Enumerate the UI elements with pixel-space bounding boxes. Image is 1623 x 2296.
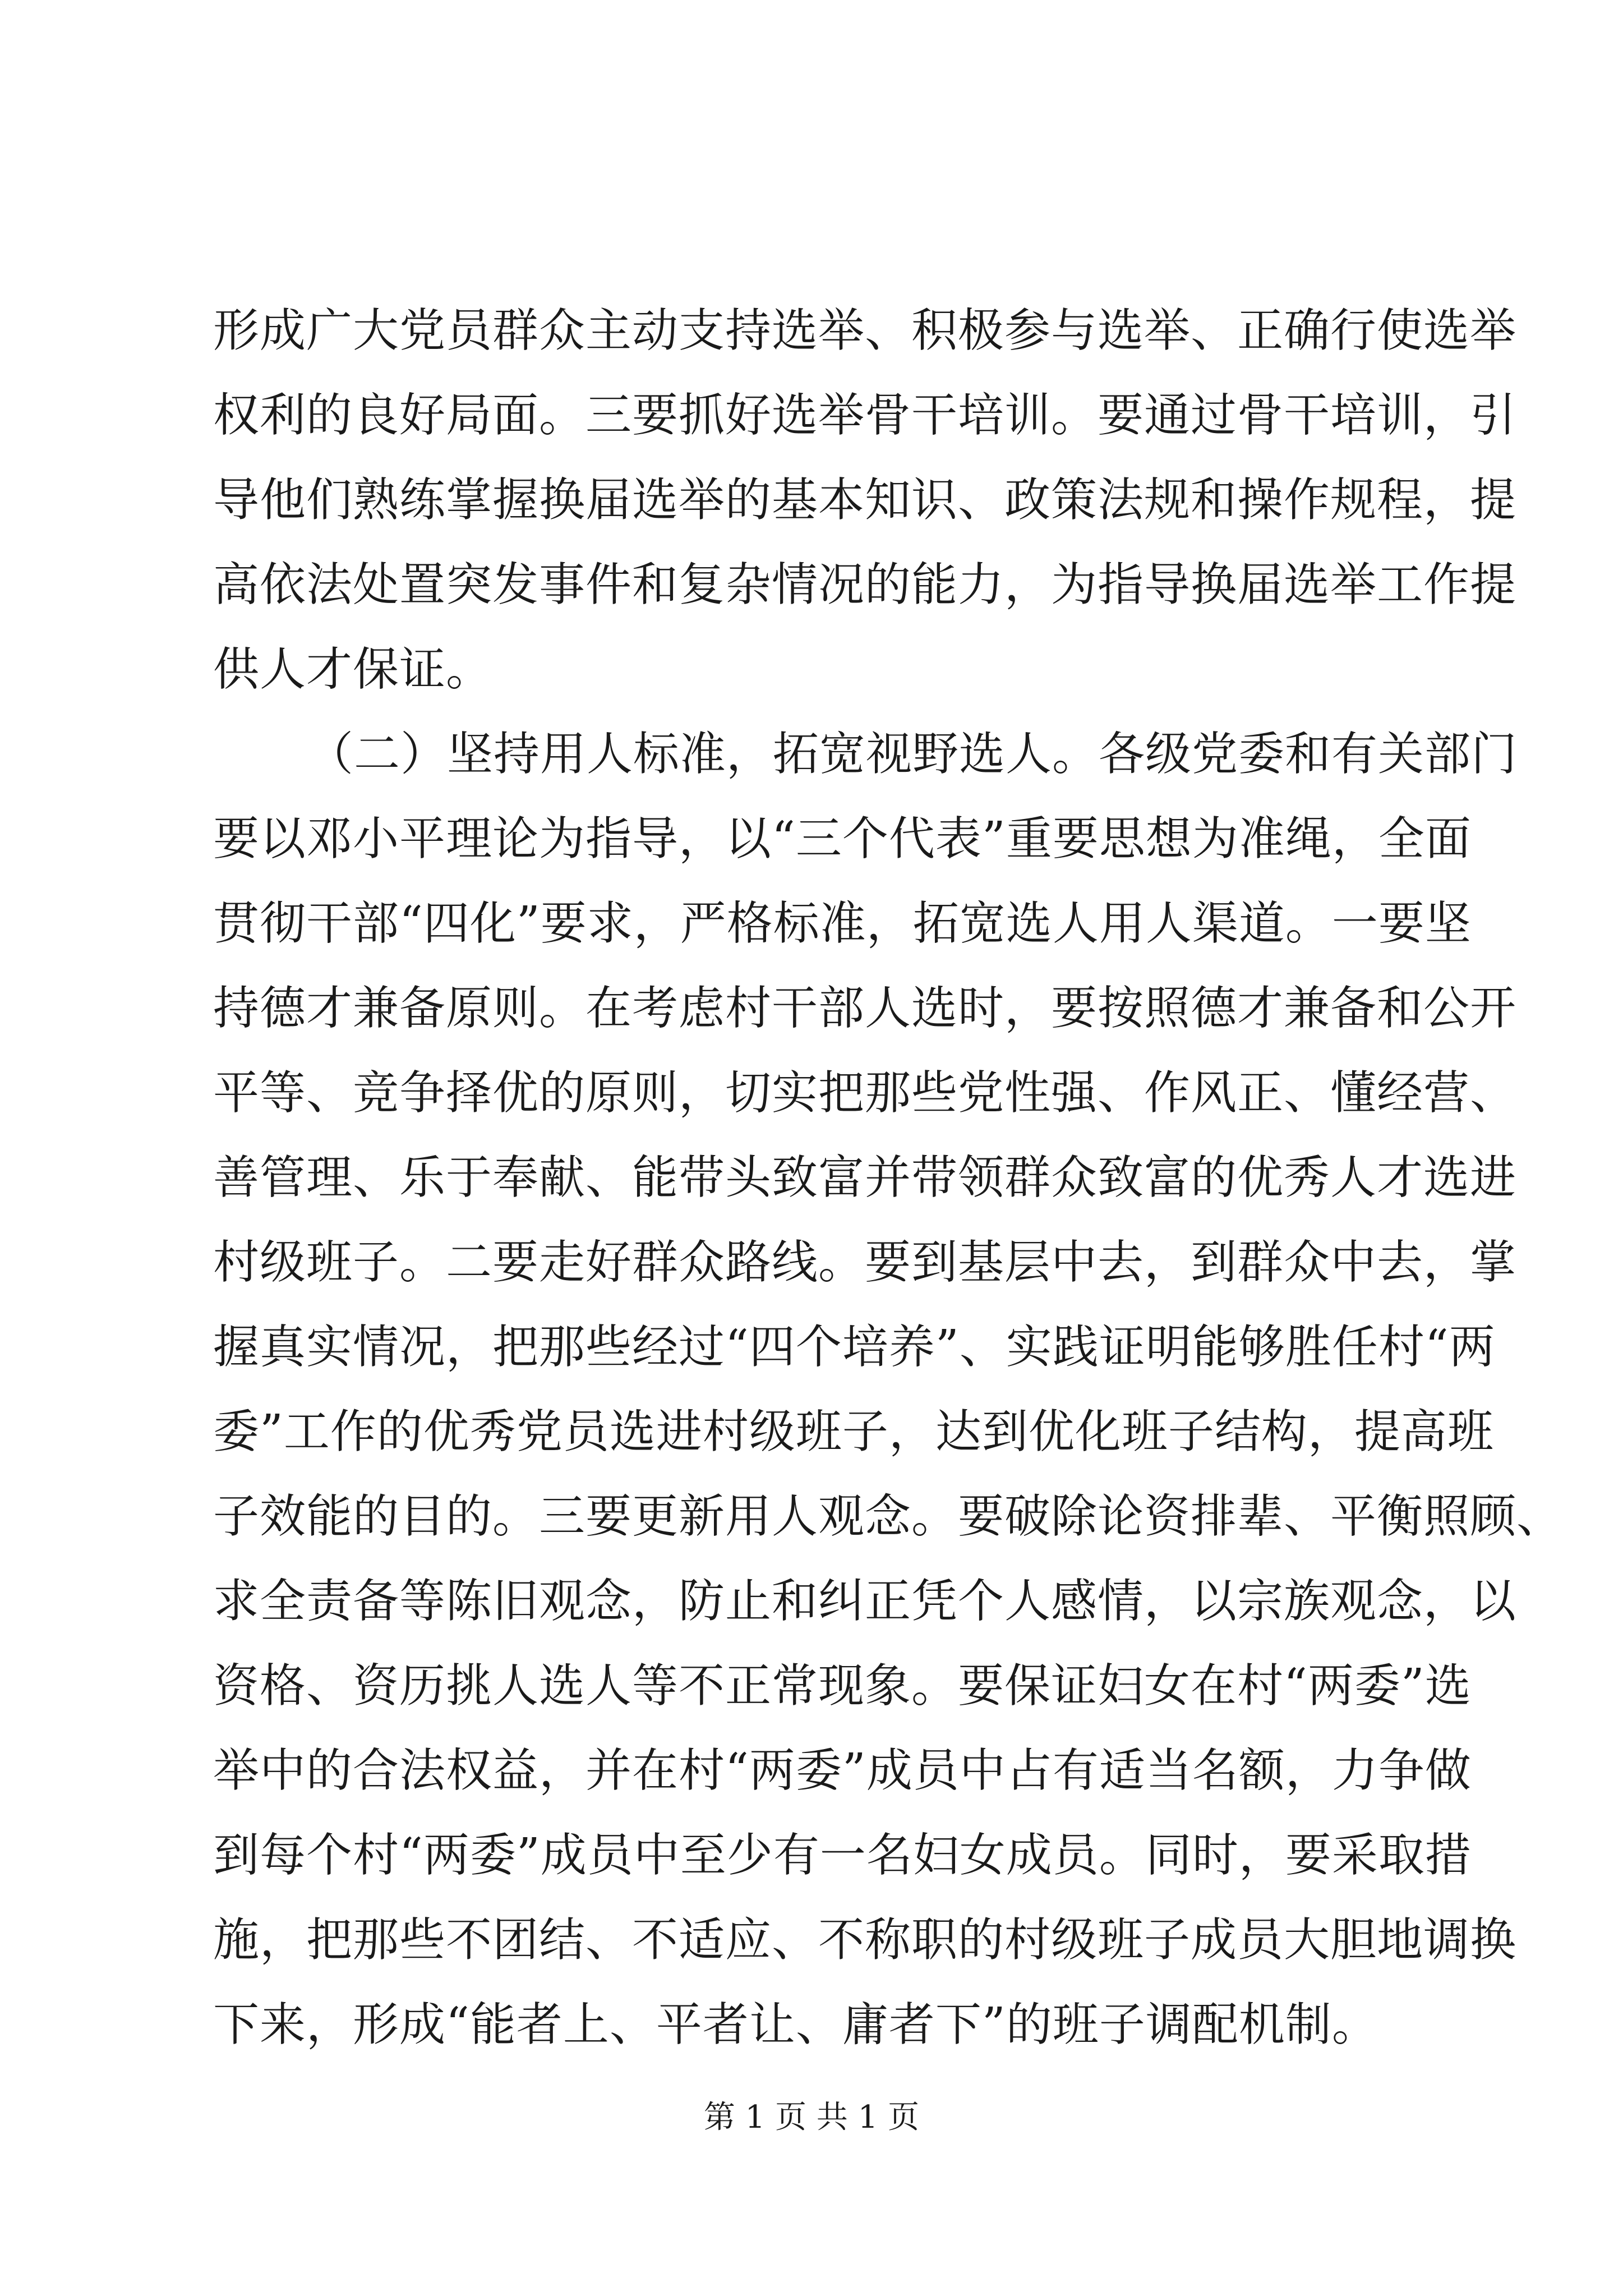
body-text-line: 平等、竞争择优的原则，切实把那些党性强、作风正、懂经营、 (213, 1066, 1517, 1120)
body-text-line: 导他们熟练掌握换届选举的基本知识、政策法规和操作规程，提 (213, 473, 1517, 527)
body-text-line: 子效能的目的。三要更新用人观念。要破除论资排辈、平衡照顾、 (213, 1490, 1564, 1543)
body-text-line: 施，把那些不团结、不适应、不称职的村级班子成员大胆地调换 (213, 1913, 1517, 1967)
section-heading-line: （二）坚持用人标准，拓宽视野选人。各级党委和有关部门 (307, 728, 1518, 781)
body-text-line: 资格、资历挑人选人等不正常现象。要保证妇女在村“两委”选 (213, 1659, 1472, 1713)
body-text-line: 高依法处置突发事件和复杂情况的能力，为指导换届选举工作提 (213, 558, 1517, 611)
body-text-line: 供人才保证。 (213, 643, 493, 696)
body-text-line: 形成广大党员群众主动支持选举、积极参与选举、正确行使选举 (213, 304, 1517, 357)
body-text-line: 委”工作的优秀党员选进村级班子，达到优化班子结构，提高班 (213, 1405, 1494, 1458)
body-text-line: 持德才兼备原则。在考虑村干部人选时，要按照德才兼备和公开 (213, 982, 1517, 1035)
body-text-line: 权利的良好局面。三要抓好选举骨干培训。要通过骨干培训，引 (213, 389, 1517, 442)
body-text-line: 善管理、乐于奉献、能带头致富并带领群众致富的优秀人才选进 (213, 1151, 1517, 1204)
page-number-footer: 第 1 页 共 1 页 (703, 2099, 920, 2136)
body-text-line: 要以邓小平理论为指导，以“三个代表”重要思想为准绳，全面 (213, 812, 1472, 866)
body-text-line: 下来，形成“能者上、平者让、庸者下”的班子调配机制。 (213, 1998, 1378, 2051)
body-text-line: 村级班子。二要走好群众路线。要到基层中去，到群众中去，掌 (213, 1236, 1517, 1289)
body-text-line: 到每个村“两委”成员中至少有一名妇女成员。同时，要采取措 (213, 1829, 1472, 1882)
body-text-line: 贯彻干部“四化”要求，严格标准，拓宽选人用人渠道。一要坚 (213, 897, 1472, 950)
body-text-line: 握真实情况，把那些经过“四个培养”、实践证明能够胜任村“两 (213, 1320, 1496, 1374)
body-text-line: 举中的合法权益，并在村“两委”成员中占有适当名额，力争做 (213, 1744, 1472, 1797)
body-text-line: 求全责备等陈旧观念，防止和纠正凭个人感情，以宗族观念，以 (213, 1575, 1517, 1628)
